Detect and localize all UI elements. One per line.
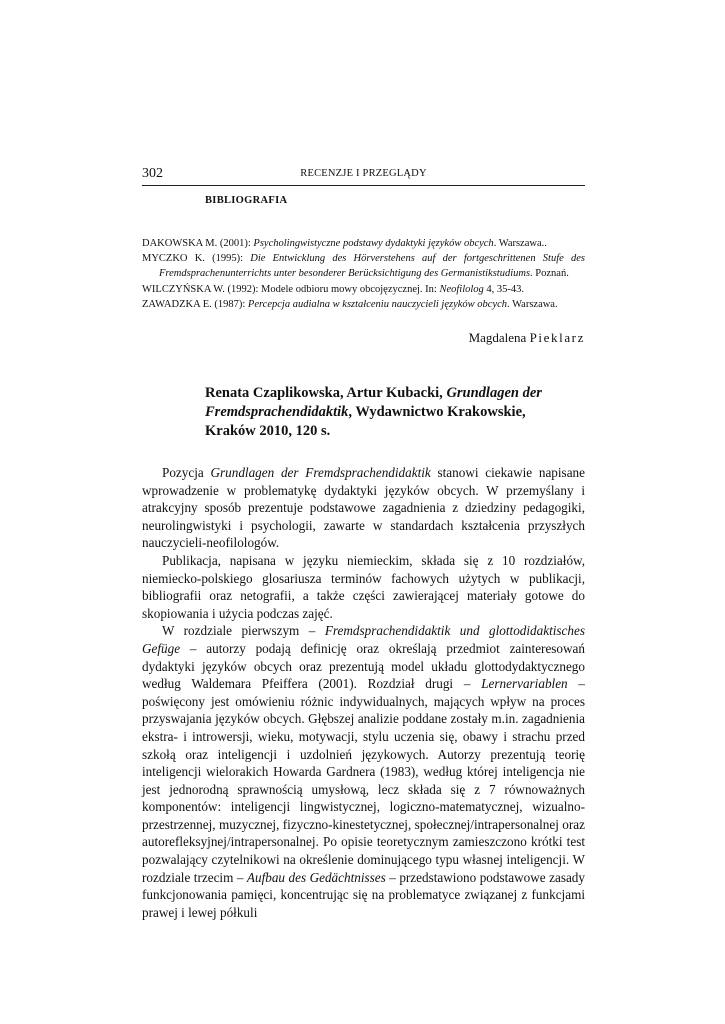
page-header: [142, 166, 585, 186]
bibliography-entry: ZAWADZKA E. (1987): Percepcja audialna w kształceniu nauczycieli języków obcych. Warszawa.: [142, 298, 558, 310]
reviewer-signature: Magdalena Pieklarz: [468, 330, 585, 345]
bibliography-list: [142, 236, 585, 312]
bibliography-heading: BIBLIOGRAFIA: [205, 195, 288, 206]
review-body: [142, 464, 585, 921]
bibliography-entry: WILCZYŃSKA W. (1992): Modele odbioru mowy obcojęzycznej. In: Neofilolog 4, 35-43.: [142, 283, 525, 295]
running-head: RECENZJE I PRZEGLĄDY: [300, 168, 427, 179]
paragraph: W rozdziale pierwszym – Fremdsprachendidaktik und glottodidaktisches Gefüge – autorzy podają definicję oraz określają przedmiot zainteresowań dydaktyki języków obcych oraz prezentują model układu glottodydaktycznego według Waldemara Pfeiffera (2001). Rozdział drugi – Lernervariablen – poświęcony jest omówieniu różnic indywidualnych, mających wpływ na proces przyswajania języków obcych. Głębszej analizie poddane zostały m.in. zagadnienia ekstra- i introwersji, wieku, motywacji, stylu uczenia się, obawy i strachu przed szkołą oraz inteligencji i uzdolnień językowych. Autorzy prezentują teorię inteligencji wielorakich Howarda Gardnera (1983), według której inteligencja nie jest jednorodną sprawnością umysłową, lecz składa się z 7 równoważnych komponentów: inteligencji lingwistycznej, logiczno-matematycznej, wizualno-przestrzennej, muzycznej, fizyczno-kinestetycznej, społecznej/intrapersonalnej oraz autorefleksyjnej/intrapersonalnej. Po opisie teoretycznym zamieszczono krótki test pozwalający czytelnikowi na określenie dominującego typu własnej inteligencji. W rozdziale trzecim – Aufbau des Gedächtnisses – przedstawiono podstawowe zasady funkcjonowania pamięci, koncentrując się na problematyce związanej z funkcjami prawej i lewej półkuli: [142, 623, 586, 920]
paragraph: Publikacja, napisana w języku niemieckim, składa się z 10 rozdziałów, niemiecko-polskiego glosariusza terminów fachowych użytych w publikacji, bibliografii oraz netografii, a także części zawierającej materiały gotowe do skopiowania i użycia podczas zajęć.: [142, 552, 585, 621]
bibliography-entry: MYCZKO K. (1995): Die Entwicklung des Hörverstehens auf der fortgeschrittenen Stufe des Fremdsprachenunterrichts unter besonderer Berücksichtigung des Germanistikstudiums. Poznań.: [142, 253, 585, 280]
bibliography-entry: DAKOWSKA M. (2001): Psycholingwistyczne podstawy dydaktyki języków obcych. Warszawa..: [142, 238, 547, 249]
page-number: 302: [142, 166, 163, 181]
review-title: Renata Czaplikowska, Artur Kubacki, Grundlagen der Fremdsprachendidaktik, Wydawnictwo Krakowskie, Kraków 2010, 120 s.: [205, 385, 542, 439]
paragraph: Pozycja Grundlagen der Fremdsprachendidaktik stanowi ciekawie napisane wprowadzenie w problematykę dydaktyki języków obcych. W przemyślany i atrakcyjny sposób prezentuje podstawowe zagadnienia z dziedziny pedagogiki, neurolingwistyki i psychologii, zawarte w standardach kształcenia przyszłych nauczycieli-neofilologów.: [142, 465, 585, 551]
